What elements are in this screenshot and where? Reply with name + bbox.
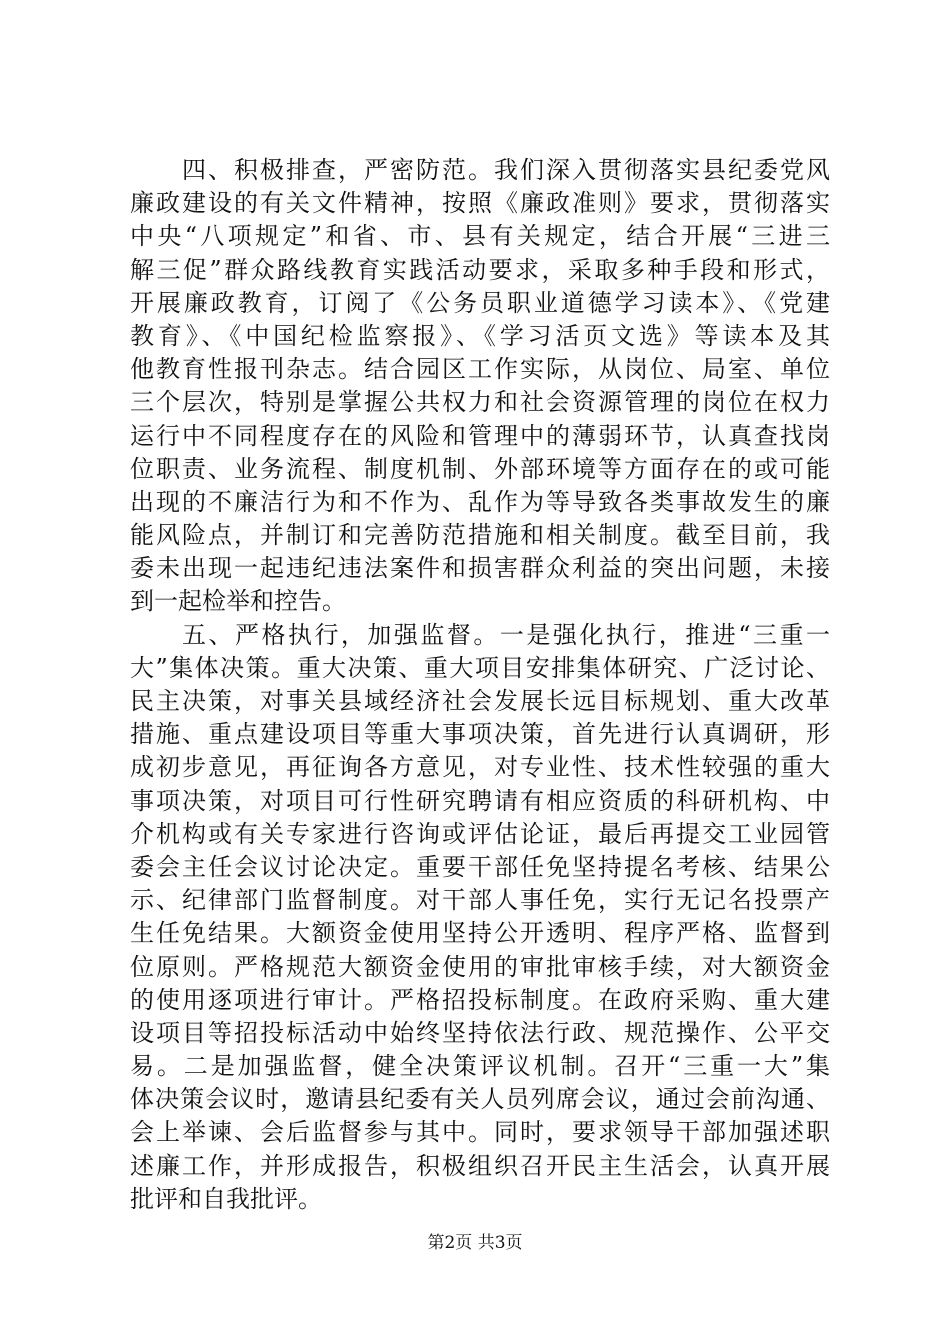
text-line: 事项决策，对项目可行性研究聘请有相应资质的科研机构、中 [130, 786, 830, 815]
text-line: 他教育性报刊杂志。结合园区工作实际，从岗位、局室、单位 [130, 355, 830, 384]
text-line: 解三促”群众路线教育实践活动要求，采取多种手段和形式， [130, 255, 830, 284]
text-line: 到一起检举和控告。 [130, 587, 346, 616]
text-line: 廉政建设的有关文件精神，按照《廉政准则》要求，贯彻落实 [130, 189, 830, 218]
text-line: 委会主任会议讨论决定。重要干部任免坚持提名考核、结果公 [130, 852, 830, 881]
paragraph [130, 619, 830, 1216]
text-line: 位职责、业务流程、制度机制、外部环境等方面存在的或可能 [130, 454, 830, 483]
text-line: 三个层次，特别是掌握公共权力和社会资源管理的岗位在权力 [130, 388, 830, 417]
text-line: 委未出现一起违纪违法案件和损害群众利益的突出问题，未接 [130, 554, 830, 583]
text-line: 四、积极排查，严密防范。我们深入贯彻落实县纪委党风 [182, 156, 830, 184]
text-line: 介机构或有关专家进行咨询或评估论证，最后再提交工业园管 [130, 819, 830, 848]
text-line: 成初步意见，再征询各方意见，对专业性、技术性较强的重大 [130, 753, 830, 782]
page-footer: 第2页 共3页 [427, 1233, 523, 1253]
text-line: 大”集体决策。重大决策、重大项目安排集体研究、广泛讨论、 [130, 653, 830, 682]
text-line: 开展廉政教育，订阅了《公务员职业道德学习读本》、《党建 [130, 288, 830, 317]
text-line: 五、严格执行，加强监督。一是强化执行，推进“三重一 [182, 620, 830, 649]
text-line: 措施、重点建设项目等重大事项决策，首先进行认真调研，形 [130, 720, 830, 749]
text-line: 的使用逐项进行审计。严格招投标制度。在政府采购、重大建 [130, 985, 830, 1014]
text-line: 体决策会议时，邀请县纪委有关人员列席会议，通过会前沟通、 [130, 1085, 830, 1114]
text-line: 易。二是加强监督，健全决策评议机制。召开“三重一大”集 [130, 1052, 830, 1081]
text-line: 示、纪律部门监督制度。对干部人事任免，实行无记名投票产 [130, 886, 830, 915]
text-line: 教育》、《中国纪检监察报》、《学习活页文选》等读本及其 [130, 321, 830, 350]
text-line: 民主决策，对事关县域经济社会发展长远目标规划、重大改革 [130, 687, 830, 715]
text-line: 生任免结果。大额资金使用坚持公开透明、程序严格、监督到 [130, 919, 830, 948]
text-line: 会上举谏、会后监督参与其中。同时，要求领导干部加强述职 [130, 1118, 830, 1147]
text-line: 中央“八项规定”和省、市、县有关规定，结合开展“三进三 [130, 222, 830, 251]
text-line: 能风险点，并制订和完善防范措施和相关制度。截至目前，我 [130, 521, 830, 550]
paragraph [130, 154, 830, 619]
document-body [130, 154, 830, 1216]
text-line: 述廉工作，并形成报告，积极组织召开民主生活会，认真开展 [130, 1151, 830, 1180]
text-line: 设项目等招投标活动中始终坚持依法行政、规范操作、公平交 [130, 1018, 830, 1047]
text-line: 批评和自我批评。 [130, 1184, 322, 1213]
text-line: 位原则。严格规范大额资金使用的审批审核手续，对大额资金 [130, 952, 830, 981]
text-line: 出现的不廉洁行为和不作为、乱作为等导致各类事故发生的廉 [130, 487, 830, 516]
text-line: 运行中不同程度存在的风险和管理中的薄弱环节，认真查找岗 [130, 421, 830, 450]
